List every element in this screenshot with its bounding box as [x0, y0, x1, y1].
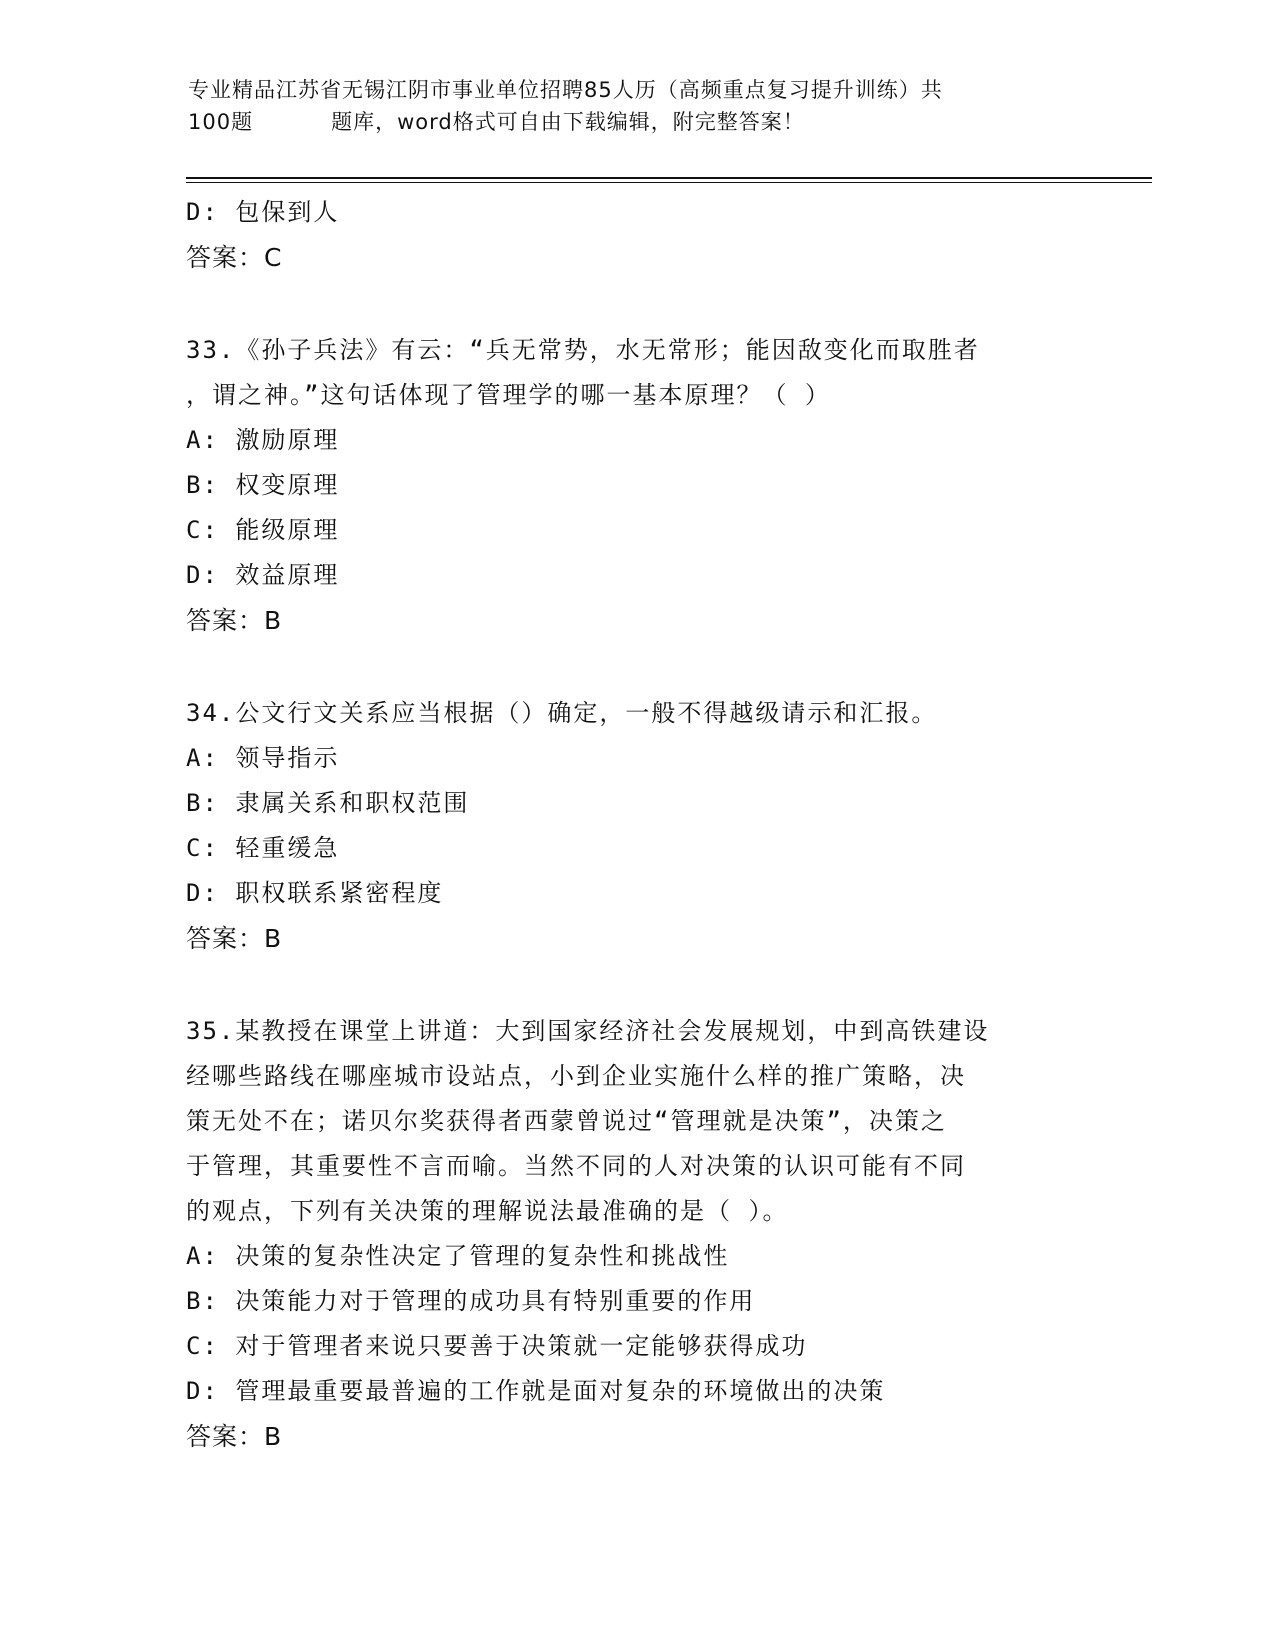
- header-divider-thick: [186, 177, 1152, 179]
- question-list: [186, 190, 1106, 1459]
- question-stem: [186, 1009, 1106, 1234]
- stem-line: 33.《孙子兵法》有云：“兵无常势，水无常形；能因敌变化而取胜者: [186, 336, 980, 364]
- header-line-2: [188, 106, 1088, 138]
- header-divider-thin: [186, 182, 1152, 183]
- previous-question-tail: [186, 190, 1106, 280]
- stem-line: 于管理，其重要性不言而喻。当然不同的人对决策的认识可能有不同: [186, 1152, 966, 1180]
- option-c: C: 对于管理者来说只要善于决策就一定能够获得成功: [186, 1332, 808, 1360]
- option-c: C: 轻重缓急: [186, 834, 340, 862]
- stem-line: 经哪些路线在哪座城市设站点，小到企业实施什么样的推广策略，决: [186, 1062, 966, 1090]
- option-d: D: 职权联系紧密程度: [186, 879, 444, 907]
- option-d: D: 效益原理: [186, 561, 340, 589]
- question-33: [186, 328, 1106, 643]
- question-34: [186, 691, 1106, 961]
- option-a: A: 领导指示: [186, 744, 340, 772]
- option-a: A: 激励原理: [186, 426, 340, 454]
- question-stem: [186, 328, 1106, 418]
- option-b: B: 决策能力对于管理的成功具有特别重要的作用: [186, 1287, 756, 1315]
- stem-line: 34.公文行文关系应当根据（）确定，一般不得越级请示和汇报。: [186, 699, 938, 727]
- stem-line: 35.某教授在课堂上讲道：大到国家经济社会发展规划，中到高铁建设: [186, 1017, 990, 1045]
- document-header: [188, 74, 1088, 138]
- option-d: D: 包保到人: [186, 198, 340, 226]
- header-line-1: 专业精品江苏省无锡江阴市事业单位招聘85人历（高频重点复习提升训练）共: [188, 78, 943, 102]
- option-a: A: 决策的复杂性决定了管理的复杂性和挑战性: [186, 1242, 730, 1270]
- option-c: C: 能级原理: [186, 516, 340, 544]
- option-b: B: 权变原理: [186, 471, 340, 499]
- answer-line: 答案：C: [186, 243, 283, 272]
- stem-line: 的观点，下列有关决策的理解说法最准确的是（ ）。: [186, 1197, 789, 1225]
- answer-line: 答案：B: [186, 606, 283, 635]
- stem-line: 策无处不在；诺贝尔奖获得者西蒙曾说过“管理就是决策”，决策之: [186, 1107, 947, 1135]
- header-count: 100题: [188, 110, 254, 134]
- answer-line: 答案：B: [186, 924, 283, 953]
- option-b: B: 隶属关系和职权范围: [186, 789, 470, 817]
- question-stem: [186, 691, 1106, 736]
- option-d: D: 管理最重要最普遍的工作就是面对复杂的环境做出的决策: [186, 1377, 886, 1405]
- header-desc: 题库，word格式可自由下载编辑，附完整答案！: [331, 110, 805, 134]
- question-35: [186, 1009, 1106, 1459]
- stem-line: ，谓之神。”这句话体现了管理学的哪一基本原理？（ ）: [186, 381, 831, 409]
- answer-line: 答案：B: [186, 1422, 283, 1451]
